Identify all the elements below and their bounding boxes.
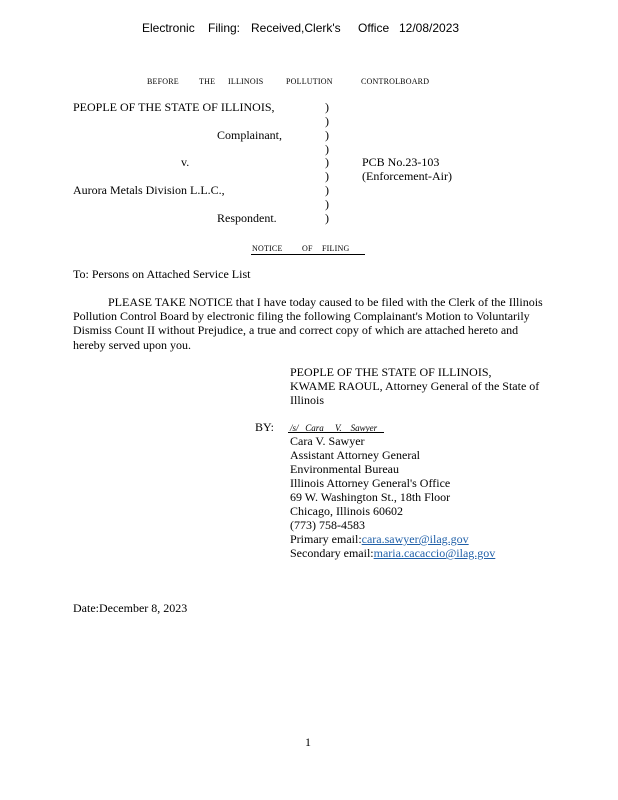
attorney-bureau: Environmental Bureau — [290, 462, 399, 476]
stamp-electronic: Electronic — [142, 21, 195, 35]
attorney-phone: (773) 758-4583 — [290, 518, 365, 532]
attorney-title: Assistant Attorney General — [290, 448, 420, 462]
by-label: BY: — [255, 420, 274, 434]
notice-body-line: PLEASE TAKE NOTICE that I have today caused to be filed with the Clerk of the Illinois — [108, 295, 543, 309]
attorney-name: Cara V. Sawyer — [290, 434, 365, 448]
date-line: Date:December 8, 2023 — [73, 601, 188, 615]
primary-email-label: Primary email: — [290, 532, 362, 546]
stamp-received: Received,Clerk's — [251, 21, 341, 35]
board-title-pollution: POLLUTION — [286, 77, 333, 86]
stamp-office: Office — [358, 21, 390, 35]
caption-paren: ) — [325, 155, 329, 169]
caption-paren: ) — [325, 142, 329, 156]
sig-party-line: PEOPLE OF THE STATE OF ILLINOIS, — [290, 365, 492, 379]
notice-heading-underline — [251, 254, 365, 255]
notice-body-line: Dismiss Count II without Prejudice, a true and correct copy of which are attached hereto and — [73, 323, 519, 337]
secondary-email-label: Secondary email: — [290, 546, 374, 560]
caption-paren: ) — [325, 183, 329, 197]
electronic-signature: /s/ Cara V. Sawyer — [290, 423, 378, 433]
caption-paren: ) — [325, 128, 329, 142]
caption-complainant: Complainant, — [217, 128, 282, 142]
sig-party-line: KWAME RAOUL, Attorney General of the State of — [290, 379, 540, 393]
signature-line — [288, 432, 384, 433]
caption-defendant: Aurora Metals Division L.L.C., — [73, 183, 225, 197]
primary-email-link[interactable]: cara.sawyer@ilag.gov — [361, 532, 469, 546]
board-title-controlboard: CONTROLBOARD — [361, 77, 430, 86]
recipients-line: To: Persons on Attached Service List — [73, 267, 251, 281]
case-type: (Enforcement-Air) — [362, 169, 452, 183]
attorney-address: 69 W. Washington St., 18th Floor — [290, 490, 451, 504]
sig-party-line: Illinois — [290, 393, 325, 407]
caption-paren: ) — [325, 197, 329, 211]
caption-plaintiff: PEOPLE OF THE STATE OF ILLINOIS, — [73, 100, 275, 114]
attorney-city: Chicago, Illinois 60602 — [290, 504, 403, 518]
caption-paren: ) — [325, 100, 329, 114]
board-title-the: THE — [199, 77, 216, 86]
secondary-email-row — [290, 546, 495, 560]
caption-paren: ) — [325, 211, 329, 225]
caption-versus: v. — [181, 155, 190, 169]
caption-paren: ) — [325, 169, 329, 183]
board-title-illinois: ILLINOIS — [228, 77, 264, 86]
notice-body-line: Pollution Control Board by electronic filing the following Complainant's Motion to Voluntarily — [73, 309, 530, 323]
board-title-before: BEFORE — [147, 77, 179, 86]
attorney-office: Illinois Attorney General's Office — [290, 476, 451, 490]
notice-body-line: hereby served upon you. — [73, 338, 191, 352]
secondary-email-link[interactable]: maria.cacaccio@ilag.gov — [373, 546, 496, 560]
notice-heading-notice: NOTICE — [252, 244, 283, 253]
notice-heading-of: OF — [302, 244, 313, 253]
case-number: PCB No.23-103 — [362, 155, 440, 169]
caption-paren: ) — [325, 114, 329, 128]
page-number: 1 — [305, 735, 311, 749]
stamp-date: 12/08/2023 — [399, 21, 460, 35]
stamp-filing: Filing: — [208, 21, 241, 35]
notice-heading-filing: FILING — [322, 244, 350, 253]
primary-email-row — [290, 532, 469, 546]
caption-respondent: Respondent. — [217, 211, 277, 225]
